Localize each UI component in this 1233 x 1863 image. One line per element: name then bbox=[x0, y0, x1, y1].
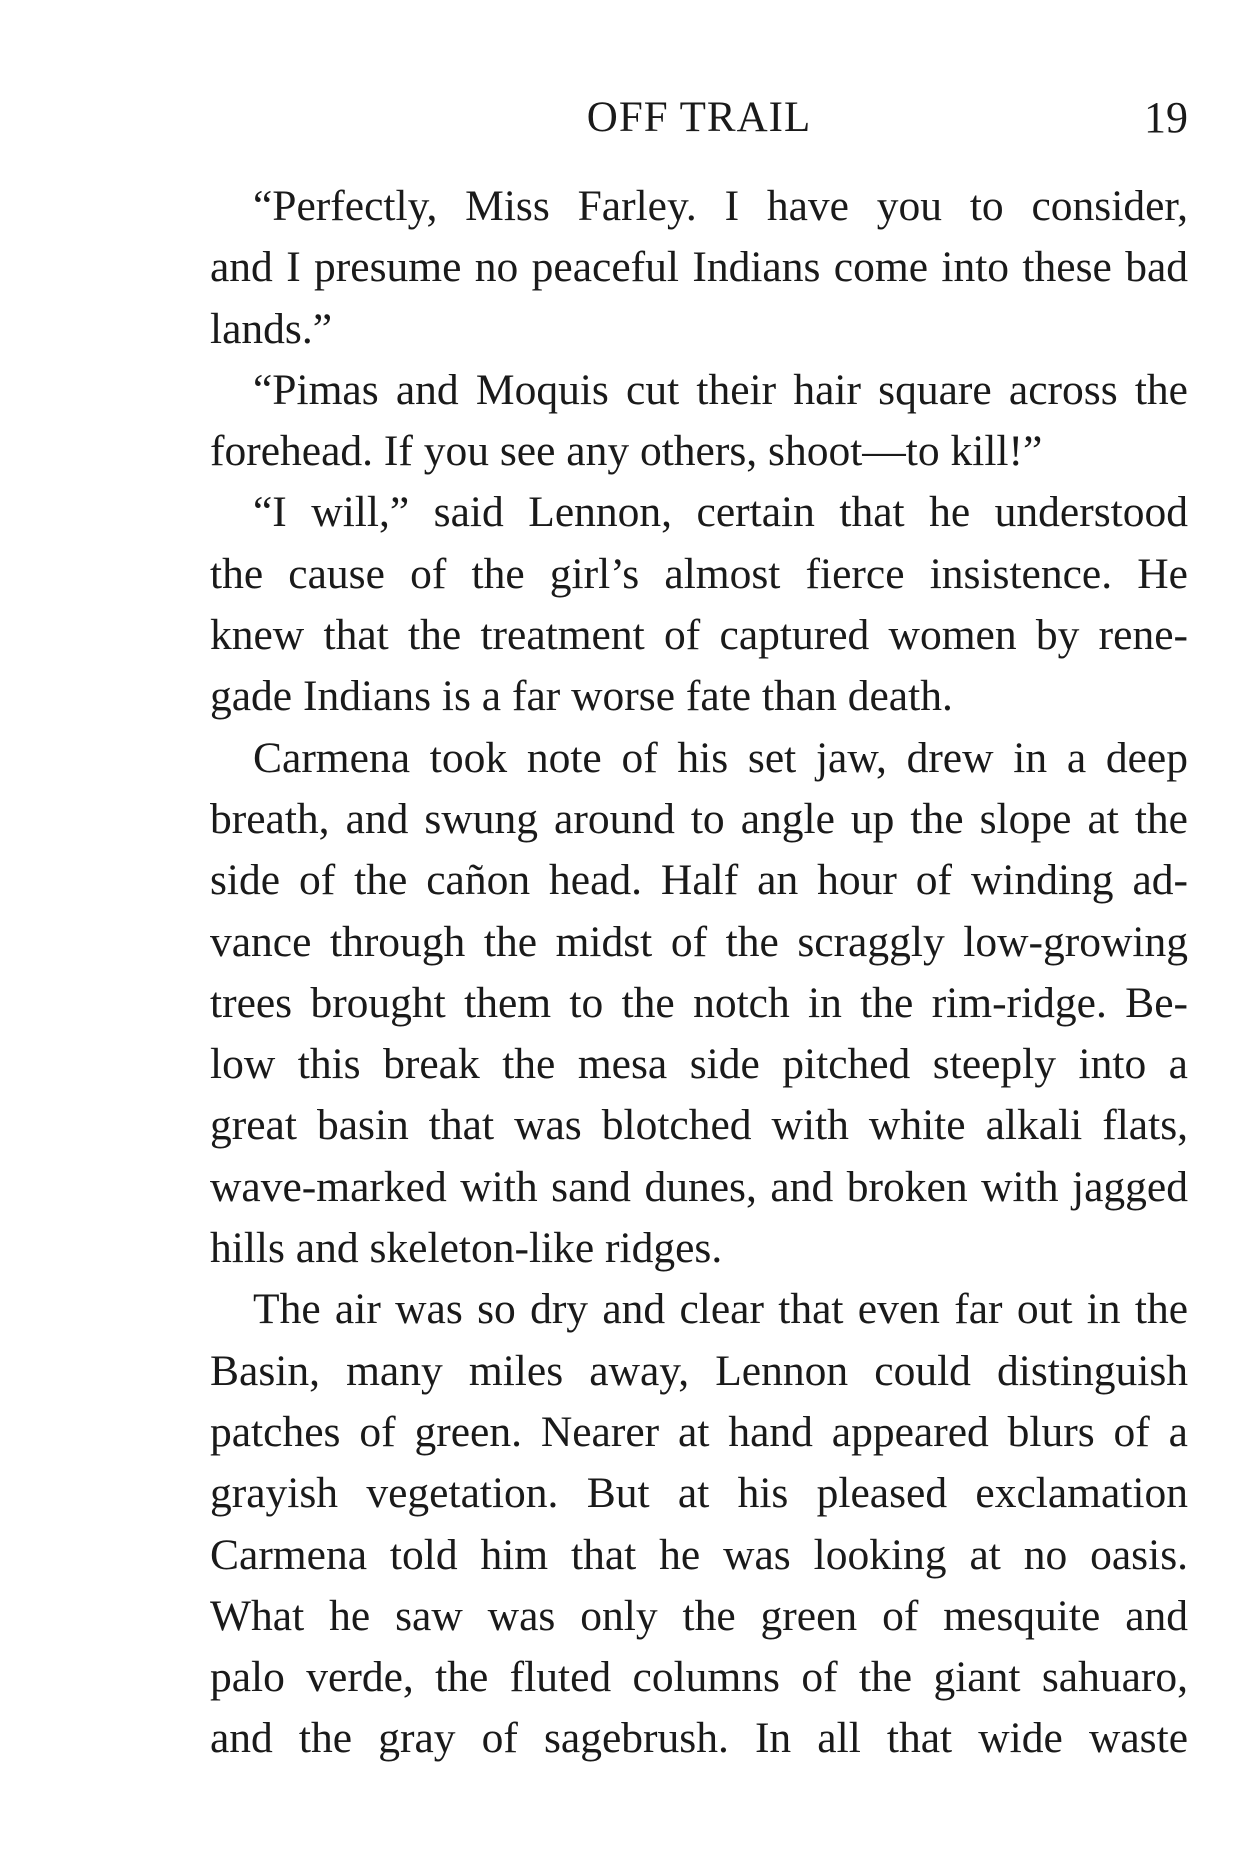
text-line: breath, and swung around to angle up the slope at the bbox=[210, 794, 1188, 843]
paragraph bbox=[210, 176, 1188, 360]
text-line: The air was so dry and clear that even far out in the bbox=[253, 1285, 1188, 1334]
paragraph bbox=[210, 482, 1188, 727]
text-line: the cause of the girl’s almost fierce insistence. He bbox=[210, 549, 1188, 598]
paragraph bbox=[210, 1279, 1188, 1769]
page-number: 19 bbox=[1144, 93, 1188, 142]
text-line: What he saw was only the green of mesquite and bbox=[210, 1591, 1188, 1640]
running-title: OFF TRAIL bbox=[586, 94, 812, 141]
body-text bbox=[210, 176, 1188, 1770]
paragraph bbox=[210, 728, 1188, 1280]
text-line: “I will,” said Lennon, certain that he understood bbox=[253, 488, 1188, 537]
text-line: and I presume no peaceful Indians come into these bad bbox=[210, 243, 1188, 292]
text-line: lands.” bbox=[210, 304, 333, 353]
text-line: “Perfectly, Miss Farley. I have you to consider, bbox=[253, 182, 1188, 230]
text-line: palo verde, the fluted columns of the giant sahuaro, bbox=[210, 1653, 1188, 1702]
text-line: patches of green. Nearer at hand appeared blurs of a bbox=[210, 1407, 1188, 1456]
text-line: Carmena took note of his set jaw, drew in a deep bbox=[253, 733, 1188, 782]
text-line: forehead. If you see any others, shoot—to kill!” bbox=[210, 427, 1043, 476]
text-line: and the gray of sagebrush. In all that wide waste bbox=[210, 1714, 1188, 1763]
text-line: side of the cañon head. Half an hour of winding ad- bbox=[210, 856, 1188, 905]
text-line: grayish vegetation. But at his pleased exclamation bbox=[210, 1469, 1188, 1518]
text-line: gade Indians is a far worse fate than death. bbox=[210, 672, 953, 721]
text-line: trees brought them to the notch in the rim-ridge. Be- bbox=[210, 978, 1188, 1027]
text-line: hills and skeleton-like ridges. bbox=[210, 1224, 723, 1273]
text-line: low this break the mesa side pitched steeply into a bbox=[210, 1040, 1188, 1089]
running-head bbox=[210, 88, 1188, 148]
text-line: wave-marked with sand dunes, and broken with jagged bbox=[210, 1162, 1188, 1211]
text-line: vance through the midst of the scraggly low-growing bbox=[210, 917, 1188, 966]
text-line: Carmena told him that he was looking at no oasis. bbox=[210, 1530, 1188, 1579]
text-line: great basin that was blotched with white alkali flats, bbox=[210, 1101, 1188, 1150]
text-line: “Pimas and Moquis cut their hair square across the bbox=[253, 365, 1188, 414]
text-line: knew that the treatment of captured women by rene- bbox=[210, 611, 1188, 660]
paragraph bbox=[210, 360, 1188, 483]
text-line: Basin, many miles away, Lennon could distinguish bbox=[210, 1346, 1188, 1395]
